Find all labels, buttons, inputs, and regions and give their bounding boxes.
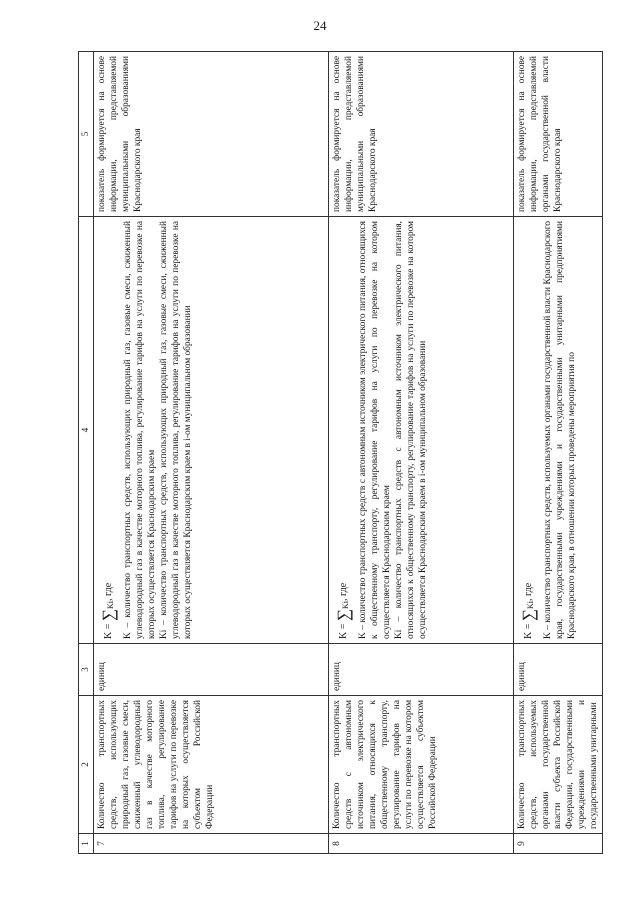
column-number-3: 3 <box>79 644 94 696</box>
sum-symbol: ∑ <box>98 609 118 622</box>
explanation-line: K – количество транспортных средств, используемых органами государственной власти Краснодарского края, государственными учреждениями и государственными унитарными предприятиями Краснодарского края, в отношении которых проведены мероприятия по <box>543 221 578 639</box>
unit-of-measure: единиц <box>328 644 513 696</box>
formula-lhs: K = <box>337 621 349 639</box>
data-source: показатель формируется на основе информации, представляемой муниципальными образованиями Краснодарского края <box>93 52 328 217</box>
row-number: 9 <box>513 834 602 854</box>
sum-symbol: ∑ <box>518 609 538 622</box>
explanation-line: K – количество транспортных средств, использующих природный газ, газовые смеси, сжиженный углеводородный газ в качестве моторного топлива, регулирование тарифов на услуги по перевозке на которых осуществляется Краснодарским краем <box>123 221 158 639</box>
formula-lhs: K = <box>522 621 534 639</box>
column-number-2: 2 <box>79 696 94 834</box>
formula <box>518 221 540 639</box>
column-number-4: 4 <box>79 217 94 644</box>
explanation-line: Ki – количество транспортных средств с автономным источником электрического питания, относящихся к общественному транспорту, регулирование тарифов на услуги по перевозке на котором осуществляется Краснодарским краем в i-ом муниципальном образовании <box>394 221 429 639</box>
rotated-table-container <box>78 52 599 854</box>
explanation-line: Ki – количество транспортных средств, использующих природный газ, газовые смеси, сжиженный углеводородный газ в качестве моторного топлива, регулирование тарифов на услуги по перевозке на которых осуществляется Краснодарским краем в i-ом муниципальном образовании <box>159 221 194 639</box>
formula <box>333 221 355 639</box>
column-number-1: 1 <box>79 834 94 854</box>
formula-variable: Ki <box>525 601 535 609</box>
calculation-method <box>328 217 513 644</box>
page-number: 24 <box>313 18 327 33</box>
explanation-line: K – количество транспортных средств с автономным источником электрического питания, относящихся к общественному транспорту, регулирование тарифов на услуги по перевозке на котором осуществляется Краснодарским краем <box>358 221 393 639</box>
indicator-name: Количество транспортных средств, использующих природный газ, газовые смеси, сжиженный углеводородный газ в качестве моторного топлива, регулирование тарифов на услуги по перевозке на которых осуществляется субъектом Российской Федерации <box>93 696 328 834</box>
formula-lhs: K = <box>102 621 114 639</box>
indicator-name: Количество транспортных средств, используемых органами государственной власти субъекта Российской Федерации, государственными учреждениями и государственными унитарными <box>513 696 602 834</box>
formula-tail: , где <box>102 582 114 601</box>
column-number-5: 5 <box>79 52 94 217</box>
data-source: показатель формируется на основе информации, представляемой муниципальными образованиями Краснодарского края <box>328 52 513 217</box>
unit-of-measure: единиц <box>93 644 328 696</box>
column-number-row <box>79 52 94 854</box>
sum-symbol: ∑ <box>333 609 353 622</box>
table-row <box>93 52 328 854</box>
formula-variable: Ki <box>105 601 115 609</box>
formula-tail: , где <box>522 582 534 601</box>
unit-of-measure: единиц <box>513 644 602 696</box>
indicator-name: Количество транспортных средств с автономным источником электрического питания, относящихся к общественному транспорту, регулирование тарифов на услуги по перевозке на котором осуществляется субъектом Российской Федерации <box>328 696 513 834</box>
table-row <box>513 52 602 854</box>
row-number: 7 <box>93 834 328 854</box>
data-source: показатель формируется на основе информации, представляемой органами государственной власти Краснодарского края <box>513 52 602 217</box>
indicators-table <box>78 51 603 854</box>
calculation-method <box>513 217 602 644</box>
formula <box>98 221 120 639</box>
formula-tail: , где <box>337 582 349 601</box>
calculation-method <box>93 217 328 644</box>
formula-variable: Ki <box>340 601 350 609</box>
table-row <box>328 52 513 854</box>
rotated-page-area <box>78 52 599 854</box>
row-number: 8 <box>328 834 513 854</box>
